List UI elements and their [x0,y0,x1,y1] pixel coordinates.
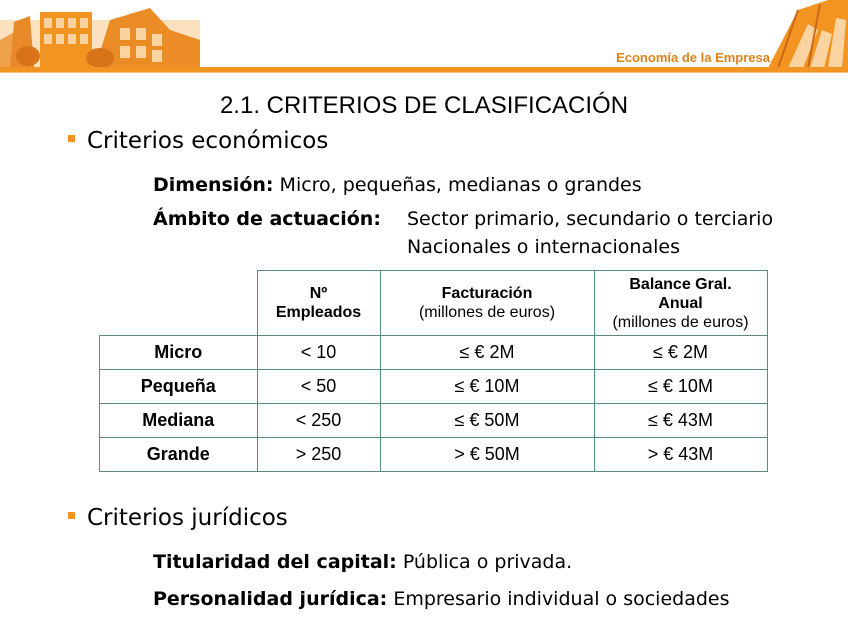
titularidad-label: Titularidad del capital: [153,551,397,573]
section-heading: Criterios económicos [87,128,329,154]
table-cell: < 50 [257,370,380,404]
dimension-line [153,174,642,196]
ambito-value-1: Sector primario, secundario o terciario [407,208,774,230]
table-cell: ≤ € 43M [594,404,767,438]
header-turnover: Facturación (millones de euros) [380,271,594,336]
personalidad-value: Empresario individual o sociedades [393,588,730,610]
header-balance: Balance Gral. Anual (millones de euros) [594,271,767,336]
tower-image-right [758,0,848,70]
square-bullet-icon [68,512,75,519]
table-cell: ≤ € 2M [594,336,767,370]
dimension-value: Micro, pequeñas, medianas o grandes [279,174,642,196]
ambito-label: Ámbito de actuación: [153,208,381,230]
table-row [100,370,768,404]
table-row [100,404,768,438]
table-row [100,336,768,370]
table-cell: > € 50M [380,438,594,472]
table-header-row [100,271,768,336]
row-name: Micro [100,336,258,370]
header-banner [0,0,848,78]
section-heading: Criterios jurídicos [87,505,288,531]
table-cell: ≤ € 10M [380,370,594,404]
table-row [100,438,768,472]
section-legal-criteria [68,505,288,531]
building-image-left [0,0,200,70]
row-name: Grande [100,438,258,472]
table-cell: ≤ € 10M [594,370,767,404]
table-corner-cell [100,271,258,336]
personalidad-line [153,588,729,610]
table-cell: < 10 [257,336,380,370]
titularidad-line [153,551,572,573]
row-name: Mediana [100,404,258,438]
table-cell: > 250 [257,438,380,472]
table-cell: < 250 [257,404,380,438]
dimension-label: Dimensión: [153,174,274,196]
personalidad-label: Personalidad jurídica: [153,588,388,610]
row-name: Pequeña [100,370,258,404]
table-cell: > € 43M [594,438,767,472]
table-cell: ≤ € 50M [380,404,594,438]
ambito-value-2: Nacionales o internacionales [407,236,680,258]
header-employees: Nº Empleados [257,271,380,336]
titularidad-value: Pública o privada. [402,551,573,573]
square-bullet-icon [68,135,75,142]
ambito-line [153,208,381,230]
slide-title: 2.1. CRITERIOS DE CLASIFICACIÓN [219,92,629,119]
section-economic-criteria [68,128,328,154]
header-divider-light [0,72,848,73]
table-cell: ≤ € 2M [380,336,594,370]
course-title: Economía de la Empresa [616,50,770,65]
company-size-table [99,270,768,472]
